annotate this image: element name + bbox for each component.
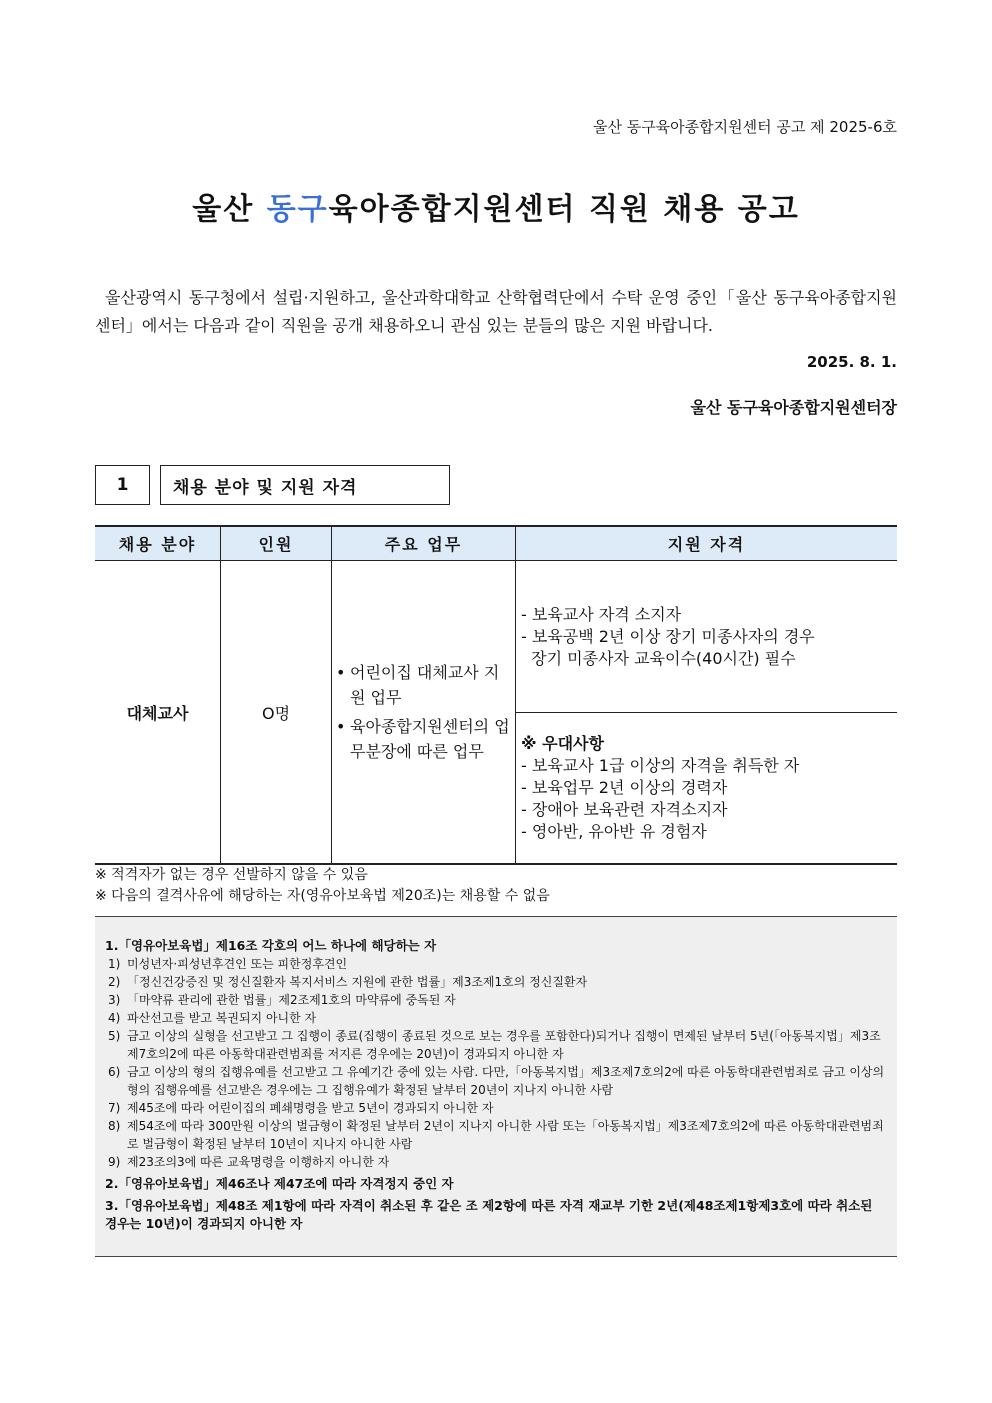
header-qualifications: 지원 자격 [516,526,898,561]
notes [95,865,550,907]
item-number: 3) [108,993,121,1007]
item-number: 2) [108,975,121,989]
table-header-row [95,526,897,561]
item-number: 4) [108,1011,121,1025]
duties-cell [332,561,516,865]
bullet-icon: • [336,663,346,682]
item-number: 5) [108,1029,121,1043]
section-title: 채용 분야 및 지원 자격 [160,465,450,505]
field-cell: 대체교사 [95,561,221,865]
item-text: 제45조에 따라 어린이집의 폐쇄명령을 받고 5년이 경과되지 아니한 자 [127,1101,494,1115]
table-row [95,561,897,865]
duty-text: 육아종합지원센터의 업무분장에 따른 업무 [350,717,510,761]
duty-item [336,714,514,764]
disqualification-box [95,916,897,1257]
item-number: 7) [108,1101,121,1115]
title-highlight: 동구 [266,192,329,227]
page-title [0,184,992,228]
preference-item: - 보육업무 2년 이상의 경력자 [521,778,728,797]
notice-date: 2025. 8. 1. [806,353,897,371]
note-item: ※ 적격자가 없는 경우 선발하지 않을 수 있음 [95,867,368,883]
list-item [105,1009,887,1027]
disqualification-heading-1: 1.「영유아보육법」제16조 각호의 어느 하나에 해당하는 자 [105,938,437,953]
item-text: 제54조에 따라 300만원 이상의 벌금형이 확정된 날부터 2년이 지나지 아니한 사람 또는「아동복지법」제3조제7호의2에 따른 아동학대관련범죄로 벌금형이 확정된 날부터 10년이 지나지 아니한 사람 [127,1119,884,1151]
item-text: 미성년자·피성년후견인 또는 피한정후견인 [127,957,348,971]
item-number: 1) [108,957,121,971]
item-text: 금고 이상의 실형을 선고받고 그 집행이 종료(집행이 종료된 것으로 보는 경우를 포함한다)되거나 집행이 면제된 날부터 5년(「아동복지법」제3조제7호의2에 따른 아동학대관련범죄를 저지른 경우에는 20년)이 경과되지 아니한 자 [127,1029,881,1061]
signer: 울산 동구육아종합지원센터장 [690,398,897,417]
list-item [105,973,887,991]
preference-item: - 보육교사 1급 이상의 자격을 취득한 자 [521,756,800,775]
title-prefix: 울산 [192,192,267,227]
preferences-title: ※ 우대사항 [521,734,604,753]
duty-item [336,660,514,710]
requirement-item: 장기 미종사자 교육이수(40시간) 필수 [521,648,796,668]
preference-item: - 영아반, 유아반 유 경험자 [521,822,707,841]
title-suffix: 육아종합지원센터 직원 채용 공고 [328,192,800,227]
list-item [105,1063,887,1099]
list-item [105,1027,887,1063]
list-item [105,1117,887,1153]
requirement-item: - 보육교사 자격 소지자 [521,604,682,624]
item-text: 금고 이상의 형의 집행유예를 선고받고 그 유예기간 중에 있는 사람. 다만,「아동복지법」제3조제7호의2에 따른 아동학대관련범죄로 금고 이상의 형의 집행유예를 선고받은 경우에는 그 집행유예가 확정된 날부터 20년이 지나지 아니한 사람 [127,1065,885,1097]
item-text: 「정신건강증진 및 정신질환자 복지서비스 지원에 관한 법률」제3조제1호의 정신질환자 [127,975,588,989]
section-number: 1 [95,465,150,505]
notice-number: 울산 동구육아종합지원센터 공고 제 2025-6호 [592,118,897,136]
disqualification-heading-2: 2.「영유아보육법」제46조나 제47조에 따라 자격정지 중인 자 [105,1176,454,1191]
item-number: 9) [108,1155,121,1169]
item-number: 6) [108,1065,121,1079]
requirements-list [516,561,897,713]
header-duties: 주요 업무 [332,526,516,561]
note-item: ※ 다음의 결격사유에 해당하는 자(영유아보육법 제20조)는 채용할 수 없음 [95,888,550,904]
list-item [105,991,887,1009]
list-item [105,1153,887,1171]
disqualification-heading-3: 3.「영유아보육법」제48조 제1항에 따라 자격이 취소된 후 같은 조 제2항에 따른 자격 재교부 기한 2년(제48조제1항제3호에 따라 취소된 경우는 10년)이 경과되지 아니한 자 [105,1198,873,1231]
preference-item: - 장애아 보육관련 자격소지자 [521,800,728,819]
preferences-list [516,713,897,863]
item-text: 제23조의3에 따른 교육명령을 이행하지 아니한 자 [127,1155,390,1169]
list-item [105,955,887,973]
duty-text: 어린이집 대체교사 지원 업무 [350,663,500,707]
header-field: 채용 분야 [95,526,221,561]
count-cell: O명 [221,561,332,865]
item-number: 8) [108,1119,121,1133]
bullet-icon: • [336,717,346,736]
requirement-item: - 보육공백 2년 이상 장기 미종사자의 경우 [521,626,815,646]
item-text: 「마약류 관리에 관한 법률」제2조제1호의 마약류에 중독된 자 [127,993,456,1007]
header-count: 인원 [221,526,332,561]
intro-paragraph: 울산광역시 동구청에서 설립·지원하고, 울산과학대학교 산학협력단에서 수탁 운영 중인「울산 동구육아종합지원센터」에서는 다음과 같이 직원을 공개 채용하오니 관심 있는 분들의 많은 지원 바랍니다. [95,288,897,335]
qualifications-cell [516,561,898,865]
recruitment-table [95,525,897,865]
list-item [105,1099,887,1117]
item-text: 파산선고를 받고 복권되지 아니한 자 [127,1011,317,1025]
